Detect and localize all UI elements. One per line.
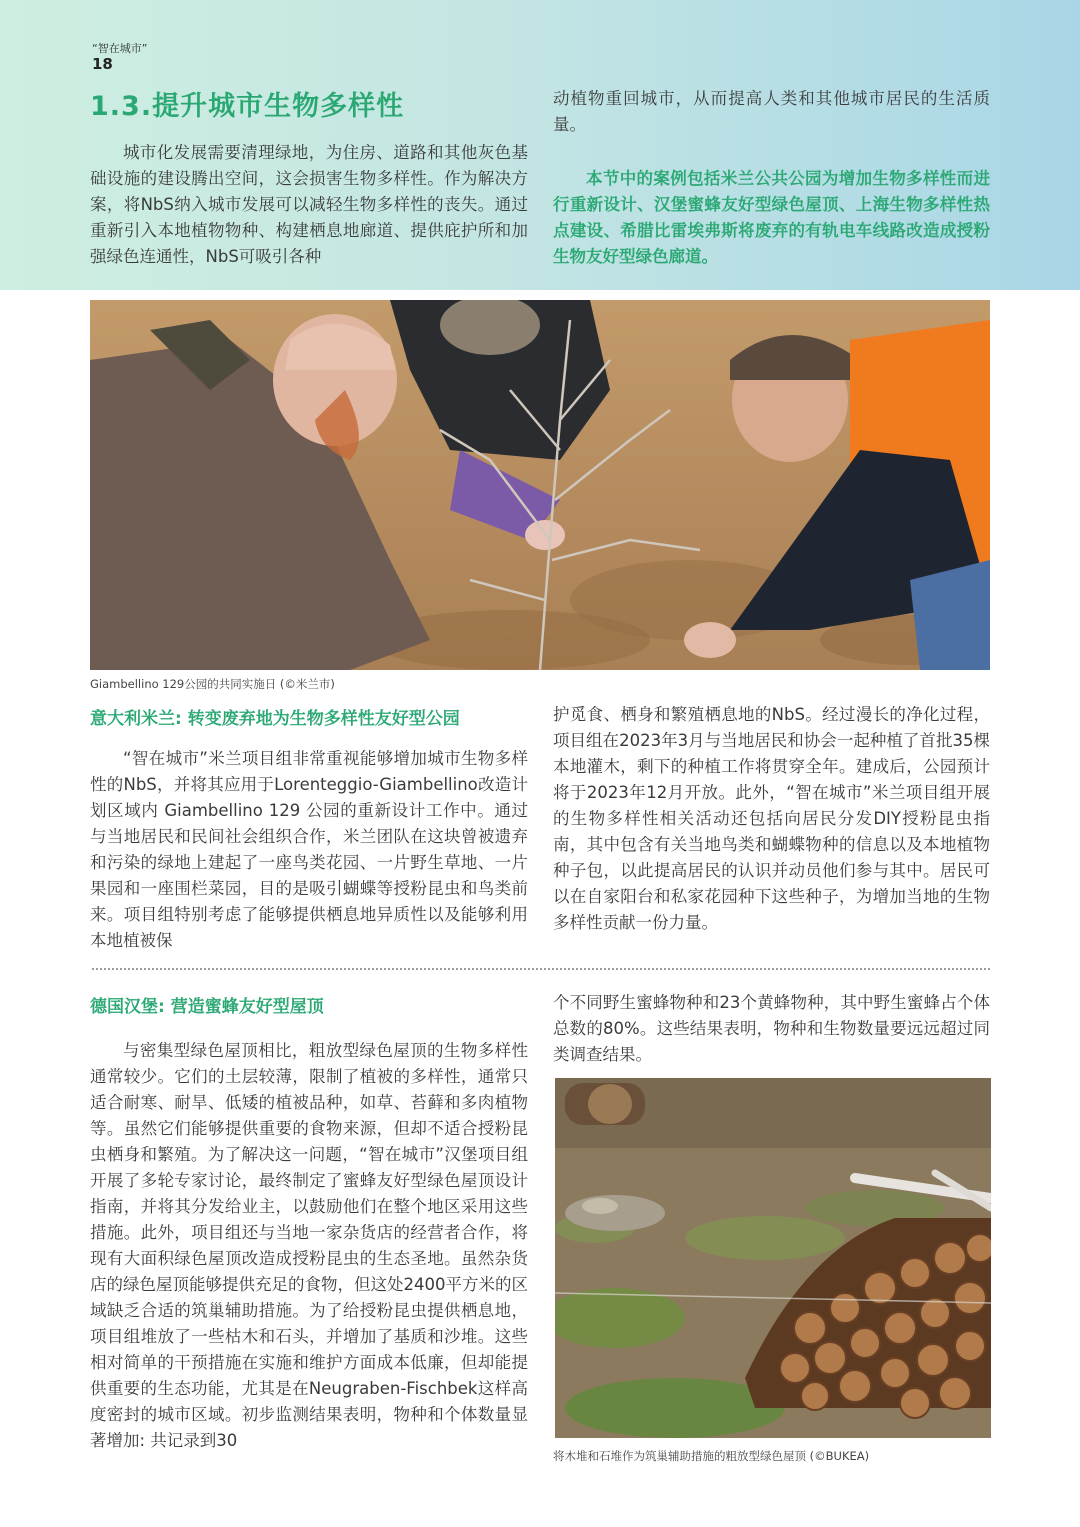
intro-left-paragraph: 城市化发展需要清理绿地，为住房、道路和其他灰色基础设施的建设腾出空间，这会损害生物多样性。作为解决方案，将NbS纳入城市发展可以减轻生物多样性的丧失。通过重新引入本地植物物种、构建栖息地廊道、提供庇护所和加强绿色连通性，NbS可吸引各种: [90, 143, 528, 266]
milan-case-title: 意大利米兰: 转变废弃地为生物多样性友好型公园: [90, 709, 460, 729]
milan-left-paragraph: “智在城市”米兰项目组非常重视能够增加城市生物多样性的NbS，并将其应用于Lorenteggio-Giambellino改造计划区域内 Giambellino 129 公园的重新设计工作中。通过与当地居民和民间社会组织合作，米兰团队在这块曾被遗弃和污染的绿地上建起了一座鸟类花园、一片野生草地、一片果园和一座围栏菜园，目的是吸引蝴蝶等授粉昆虫和鸟类前来。项目组特别考虑了能够提供栖息地异质性以及能够利用本地植被保: [90, 749, 528, 950]
hamburg-right-paragraph: 个不同野生蜜蜂物种和23个黄蜂物种，其中野生蜜蜂占个体总数的80%。这些结果表明，物种和生物数量要远远超过同类调查结果。: [553, 993, 990, 1064]
page-number: 18: [92, 55, 113, 73]
milan-right-paragraph: 护觅食、栖身和繁殖栖息地的NbS。经过漫长的净化过程，项目组在2023年3月与当地居民和协会一起种植了首批35棵本地灌木，剩下的种植工作将贯穿全年。建成后，公园预计将于2023年12月开放。此外，“智在城市”米兰项目组开展的生物多样性相关活动还包括向居民分发DIY授粉昆虫指南，其中包含有关当地鸟类和蝴蝶物种的信息以及本地植物种子包，以此提高居民的认识并动员他们参与其中。居民可以在自家阳台和私家花园种下这些种子，为增加当地的生物多样性贡献一份力量。: [553, 705, 990, 932]
section-divider: [92, 968, 990, 970]
intro-right-paragraph: 动植物重回城市，从而提高人类和其他城市居民的生活质量。: [553, 89, 990, 134]
hamburg-case-title: 德国汉堡: 营造蜜蜂友好型屋顶: [90, 997, 324, 1017]
green-roof-photo: [555, 1078, 991, 1438]
planting-day-photo: [90, 300, 990, 670]
hamburg-left-paragraph: 与密集型绿色屋顶相比，粗放型绿色屋顶的生物多样性通常较少。它们的土层较薄，限制了植被的多样性，通常只适合耐寒、耐旱、低矮的植被品种，如草、苔藓和多肉植物等。虽然它们能够提供重要的食物来源，但却不适合授粉昆虫栖身和繁殖。为了解决这一问题，“智在城市”汉堡项目组开展了多轮专家讨论，最终制定了蜜蜂友好型绿色屋顶设计指南，并将其分发给业主，以鼓励他们在整个地区采用这些措施。此外，项目组还与当地一家杂货店的经营者合作，将现有大面积绿色屋顶改造成授粉昆虫的生态圣地。虽然杂货店的绿色屋顶能够提供充足的食物，但这处2400平方米的区域缺乏合适的筑巢辅助措施。为了给授粉昆虫提供栖息地，项目组堆放了一些枯木和石头，并增加了基质和沙堆。这些相对简单的干预措施在实施和维护方面成本低廉，但却能提供重要的生态功能，尤其是在Neugraben-Fischbek这样高度密封的城市区域。初步监测结果表明，物种和个体数量显著增加: 共记录到30: [90, 1041, 528, 1450]
figure1-caption: Giambellino 129公园的共同实施日 (©米兰市): [90, 677, 335, 691]
intro-highlight: 本节中的案例包括米兰公共公园为增加生物多样性而进行重新设计、汉堡蜜蜂友好型绿色屋顶、上海生物多样性热点建设、希腊比雷埃弗斯将废弃的有轨电车线路改造成授粉生物友好型绿色廊道。: [553, 169, 990, 266]
running-title: “智在城市”: [92, 42, 148, 55]
figure2-caption: 将木堆和石堆作为筑巢辅助措施的粗放型绿色屋顶 (©BUKEA): [553, 1449, 870, 1463]
section-title: 1.3.提升城市生物多样性: [90, 91, 405, 122]
